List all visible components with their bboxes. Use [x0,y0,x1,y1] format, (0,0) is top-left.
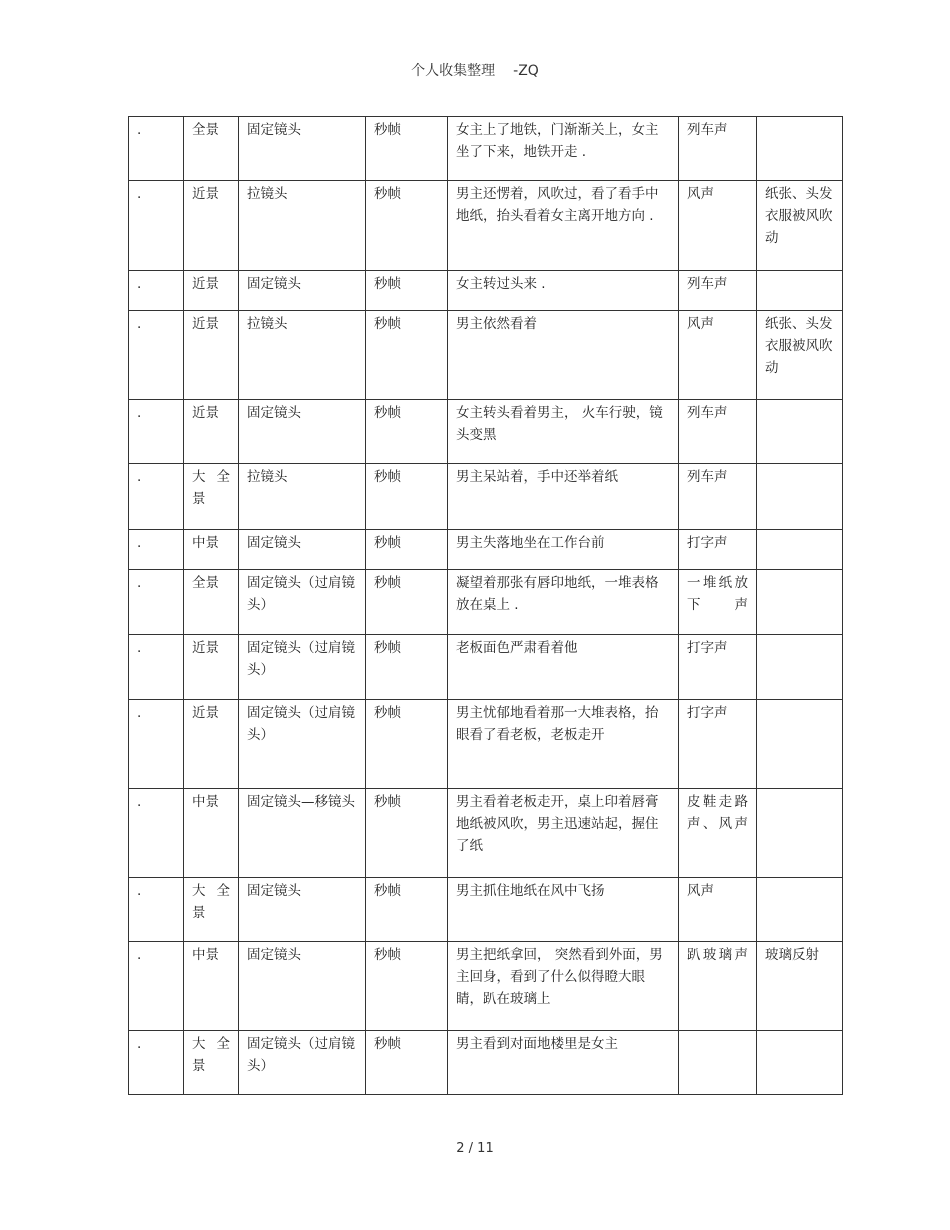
cell-camera: 固定镜头 [239,400,366,464]
cell-camera: 固定镜头 [239,271,366,311]
cell-camera: 固定镜头（过肩镜头） [239,570,366,635]
cell-sound: 列车声 [679,271,757,311]
cell-shot-size: 中景 [184,942,239,1031]
cell-note [757,530,843,570]
table-row [129,570,843,635]
cell-camera: 固定镜头 [239,530,366,570]
cell-sound: 打字声 [679,530,757,570]
header-author: -ZQ [513,63,539,79]
table-row [129,271,843,311]
cell-duration: 秒帧 [366,942,448,1031]
storyboard-table [128,116,843,1095]
cell-duration: 秒帧 [366,311,448,400]
table-row [129,635,843,700]
cell-note [757,271,843,311]
cell-camera: 固定镜头—移镜头 [239,789,366,878]
page-header [0,60,950,80]
cell-number: . [129,464,184,530]
cell-duration: 秒帧 [366,878,448,942]
cell-note [757,400,843,464]
cell-duration: 秒帧 [366,1031,448,1095]
cell-shot-size: 近景 [184,700,239,789]
cell-content: 凝望着那张有唇印地纸，一堆表格放在桌上 . [448,570,679,635]
header-title: 个人收集整理 [411,63,496,79]
cell-content: 男主把纸拿回， 突然看到外面，男主回身，看到了什么似得瞪大眼睛，趴在玻璃上 [448,942,679,1031]
cell-sound: 一堆纸放下声 [679,570,757,635]
cell-camera: 固定镜头 [239,117,366,181]
cell-sound: 列车声 [679,117,757,181]
cell-duration: 秒帧 [366,570,448,635]
cell-sound: 列车声 [679,400,757,464]
cell-number: . [129,530,184,570]
table-row [129,530,843,570]
cell-sound: 皮鞋走路声、风声 [679,789,757,878]
cell-content: 男主抓住地纸在风中飞扬 [448,878,679,942]
cell-content: 女主转过头来 . [448,271,679,311]
cell-content: 男主呆站着，手中还举着纸 [448,464,679,530]
cell-duration: 秒帧 [366,530,448,570]
cell-duration: 秒帧 [366,635,448,700]
cell-duration: 秒帧 [366,400,448,464]
table-row [129,400,843,464]
table-row [129,1031,843,1095]
page-number: 2 / 11 [456,1141,494,1156]
cell-shot-size: 全景 [184,117,239,181]
cell-content: 老板面色严肃看着他 [448,635,679,700]
cell-sound: 趴玻璃声 [679,942,757,1031]
cell-duration: 秒帧 [366,464,448,530]
table-row [129,942,843,1031]
table-row [129,117,843,181]
cell-shot-size: 近景 [184,311,239,400]
cell-camera: 拉镜头 [239,464,366,530]
cell-duration: 秒帧 [366,271,448,311]
cell-duration: 秒帧 [366,789,448,878]
cell-note [757,878,843,942]
cell-note [757,117,843,181]
cell-camera: 固定镜头 [239,942,366,1031]
cell-note [757,635,843,700]
cell-duration: 秒帧 [366,700,448,789]
cell-shot-size: 大全景 [184,464,239,530]
cell-number: . [129,635,184,700]
cell-content: 男主看着老板走开，桌上印着唇膏地纸被风吹，男主迅速站起，握住了纸 [448,789,679,878]
table-row [129,789,843,878]
cell-note [757,1031,843,1095]
cell-number: . [129,311,184,400]
cell-sound: 打字声 [679,635,757,700]
table-row [129,878,843,942]
cell-number: . [129,570,184,635]
cell-content: 女主转头看着男主， 火车行驶，镜头变黑 [448,400,679,464]
cell-sound: 列车声 [679,464,757,530]
cell-shot-size: 近景 [184,400,239,464]
cell-camera: 固定镜头（过肩镜头） [239,635,366,700]
cell-sound: 风声 [679,181,757,271]
cell-content: 男主依然看着 [448,311,679,400]
table-row [129,311,843,400]
cell-content: 女主上了地铁，门渐渐关上，女主坐了下来，地铁开走 . [448,117,679,181]
cell-shot-size: 中景 [184,530,239,570]
cell-shot-size: 近景 [184,635,239,700]
cell-camera: 拉镜头 [239,181,366,271]
cell-content: 男主失落地坐在工作台前 [448,530,679,570]
cell-content: 男主忧郁地看着那一大堆表格，抬眼看了看老板，老板走开 [448,700,679,789]
cell-content: 男主看到对面地楼里是女主 [448,1031,679,1095]
cell-camera: 固定镜头（过肩镜头） [239,1031,366,1095]
cell-duration: 秒帧 [366,181,448,271]
cell-shot-size: 大全景 [184,878,239,942]
cell-sound: 打字声 [679,700,757,789]
cell-number: . [129,1031,184,1095]
cell-duration: 秒帧 [366,117,448,181]
cell-shot-size: 全景 [184,570,239,635]
cell-number: . [129,789,184,878]
table-row [129,700,843,789]
cell-camera: 固定镜头（过肩镜头） [239,700,366,789]
cell-shot-size: 近景 [184,271,239,311]
cell-note [757,570,843,635]
cell-camera: 拉镜头 [239,311,366,400]
cell-content: 男主还愣着，风吹过，看了看手中地纸，抬头看着女主离开地方向 . [448,181,679,271]
cell-note: 玻璃反射 [757,942,843,1031]
cell-camera: 固定镜头 [239,878,366,942]
cell-sound: 风声 [679,311,757,400]
cell-note [757,700,843,789]
cell-number: . [129,700,184,789]
cell-note: 纸张、头发衣服被风吹动 [757,181,843,271]
cell-shot-size: 大全景 [184,1031,239,1095]
cell-number: . [129,400,184,464]
table-row [129,181,843,271]
cell-number: . [129,878,184,942]
cell-note [757,464,843,530]
table-row [129,464,843,530]
cell-shot-size: 近景 [184,181,239,271]
cell-shot-size: 中景 [184,789,239,878]
cell-note: 纸张、头发衣服被风吹动 [757,311,843,400]
cell-note [757,789,843,878]
cell-number: . [129,271,184,311]
cell-number: . [129,942,184,1031]
cell-number: . [129,181,184,271]
cell-number: . [129,117,184,181]
cell-sound: 风声 [679,878,757,942]
cell-sound [679,1031,757,1095]
